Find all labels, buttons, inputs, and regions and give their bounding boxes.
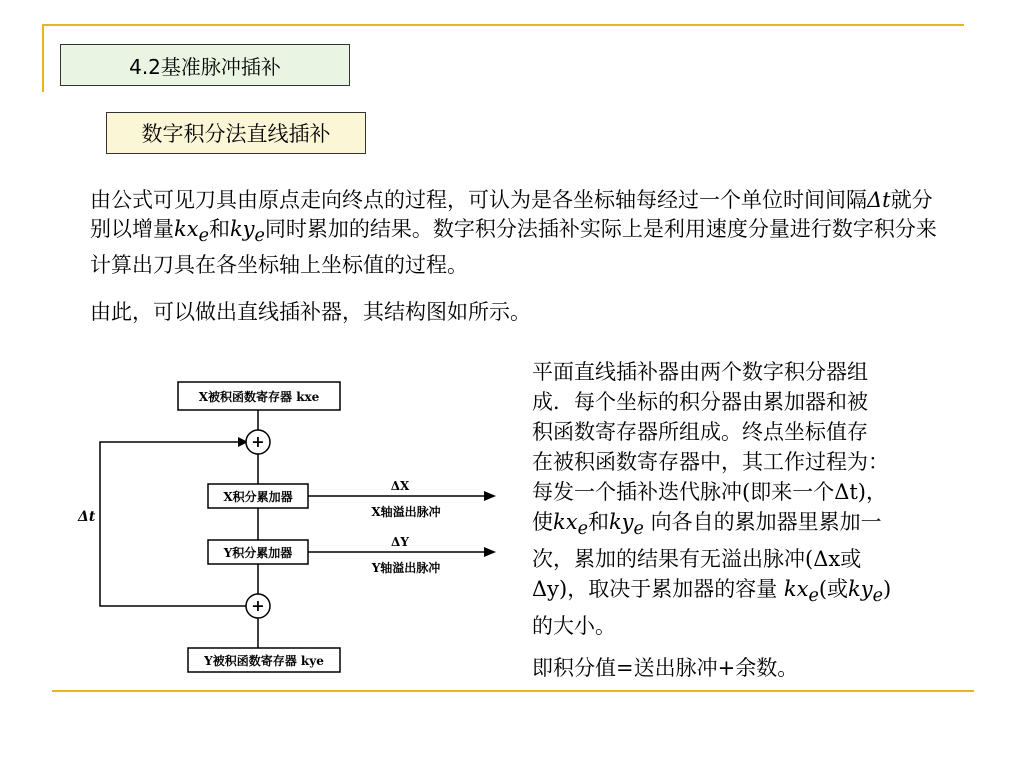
explanation-line-9: 的大小。 (532, 614, 616, 639)
adder-2-symbol: + (251, 596, 265, 615)
x-overflow-label: X轴溢出脉冲 (371, 505, 441, 519)
feedback-line (100, 442, 250, 606)
expl-l6-and: 和 (587, 510, 609, 534)
section-title (60, 44, 350, 86)
expl-l8-e2: e (872, 586, 883, 607)
intro-ky: ky (229, 217, 255, 241)
expl-l6-prefix: 使 (532, 510, 553, 534)
expl-l6-kx: kx (553, 510, 578, 534)
bottom-rule (52, 690, 974, 692)
intro-text-3: 同时累加的结果。数字积分法插补实际上是利用速度分量进行数字积分来计算出刀具在各坐标轴上坐标值的过程。 (90, 217, 937, 278)
explanation-line-5: 每发一个插补迭代脉冲(即来一个Δt)， (532, 480, 887, 504)
delta-x-label: ΔX (390, 479, 410, 493)
expl-l8-or: (或 (818, 577, 849, 602)
left-rule (42, 24, 44, 92)
intro-paragraph-2: 由此，可以做出直线插补器，其结构图如所示。 (90, 300, 531, 324)
dt-label: Δt (78, 509, 96, 525)
intro-and: 和 (208, 217, 230, 241)
expl-l6-e1: e (577, 519, 588, 540)
expl-l6-e2: e (633, 519, 644, 540)
explanation-line-7: 次，累加的结果有无溢出脉冲(Δx或 (532, 547, 862, 572)
explanation-text (532, 357, 947, 683)
expl-l8-ky: ky (848, 577, 873, 602)
intro-sub-e2: e (254, 226, 265, 247)
explanation-line-6 (532, 507, 947, 544)
explanation-line-2: 成．每个坐标的积分器由累加器和被 (532, 390, 868, 414)
expl-l6-ky: ky (608, 510, 634, 534)
explanation-line-1: 平面直线插补器由两个数字积分器组 (532, 360, 868, 384)
section-title-text: 4.2基准脉冲插补 (129, 54, 281, 79)
explanation-line-4: 在被积函数寄存器中，其工作过程为： (532, 450, 889, 474)
explanation-line-8 (532, 574, 947, 611)
explanation-line-3: 积函数寄存器所组成。终点坐标值存 (532, 420, 868, 444)
adder-1-symbol: + (251, 432, 265, 451)
intro-text-1: 由公式可见刀具由原点走向终点的过程，可认为是各坐标轴每经过一个单位时间间隔 (90, 188, 867, 212)
expl-l8-e1: e (808, 586, 819, 607)
expl-l8-prefix: Δy)，取决于累加器的容量 (532, 577, 784, 602)
delta-y-label: ΔY (391, 535, 409, 549)
y-accumulator-label: Y积分累加器 (223, 546, 293, 560)
explanation-line-10: 即积分值=送出脉冲+余数。 (532, 656, 799, 681)
intro-paragraph (90, 186, 940, 280)
y-register-label: Y被积函数寄存器 kye (204, 654, 324, 668)
top-rule (42, 24, 964, 26)
expl-l8-kx: kx (783, 577, 809, 602)
explanation-gap (532, 641, 947, 653)
intro-kx: kx (174, 217, 199, 241)
y-output-arrow (484, 547, 496, 557)
expl-l6-suffix: 向各自的累加器里累加一 (643, 510, 882, 534)
x-accumulator-label: X积分累加器 (223, 490, 293, 504)
y-overflow-label: Y轴溢出脉冲 (371, 561, 441, 575)
expl-l8-close: ) (883, 577, 892, 602)
intro-dt: Δt (867, 188, 891, 212)
interpolator-diagram (70, 370, 530, 680)
topic-title (106, 112, 366, 154)
x-output-arrow (484, 491, 496, 501)
intro-text-2: 就分别以增量 (90, 188, 933, 241)
topic-title-text: 数字积分法直线插补 (141, 122, 331, 146)
intro-sub-e1: e (198, 226, 209, 247)
x-register-label: X被积函数寄存器 kxe (198, 390, 320, 404)
